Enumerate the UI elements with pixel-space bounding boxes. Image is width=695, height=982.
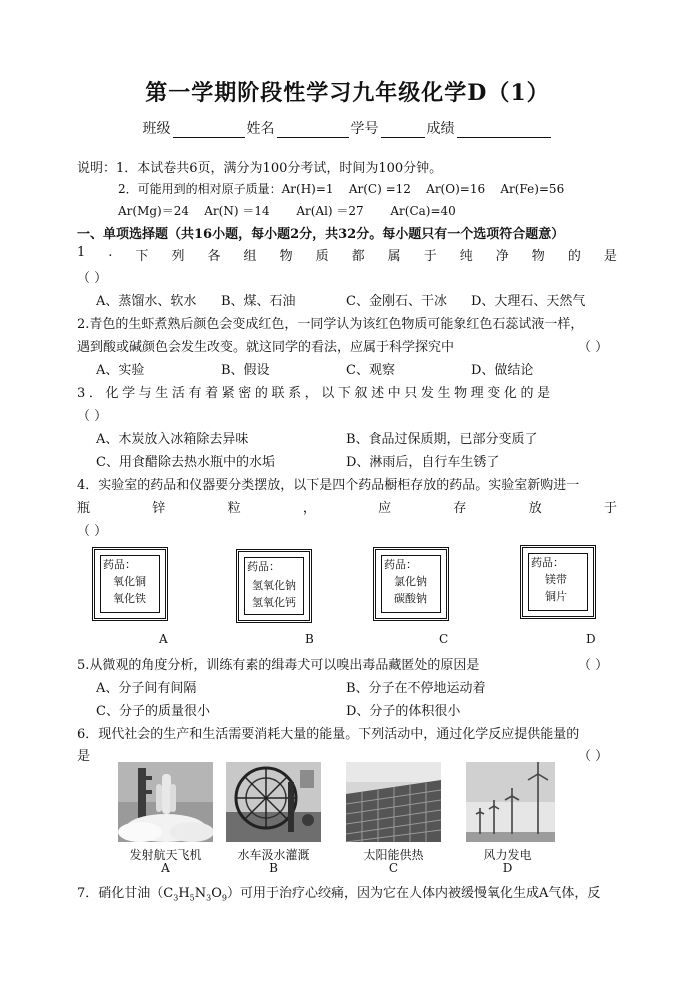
question-2-paren: （ ）	[578, 340, 609, 355]
q1-stem-char: 是	[603, 249, 617, 264]
cabinet-c-item-1: 氯化钠	[394, 575, 427, 588]
cabinet-a-item-2: 氧化铁	[113, 592, 146, 605]
q7-sub-2: 5	[189, 893, 195, 903]
q7-sub-1: 3	[173, 893, 179, 903]
q4-line2-char: 于	[603, 501, 617, 516]
id-blank[interactable]	[381, 123, 425, 138]
q7-sub-4: 9	[221, 893, 227, 903]
photo-b-caption: 水车汲水灌溉	[237, 848, 310, 862]
wind-turbine-photo	[466, 762, 555, 842]
question-3-paren: （ ）	[77, 409, 108, 424]
question-4-line-1: 4．实验室的药品和仪器要分类摆放，以下是四个药品橱柜存放的药品。实验室新购进一	[77, 478, 580, 493]
q1-stem-char: 的	[567, 249, 581, 264]
q2-option-c[interactable]: C、观察	[346, 363, 395, 378]
q7-h: H	[178, 886, 190, 901]
q4-line2-char: 应	[378, 501, 392, 516]
cabinet-a-label[interactable]: A	[159, 632, 168, 646]
cabinet-b-label[interactable]: B	[305, 632, 314, 646]
q1-stem-char: 于	[423, 249, 437, 264]
q3-option-c[interactable]: C、用食醋除去热水瓶中的水垢	[96, 455, 275, 470]
page-title: 第一学期阶段性学习九年级化学D（1）	[145, 80, 550, 106]
cabinet-b-item-1: 氢氧化钠	[252, 579, 296, 592]
q5-option-b[interactable]: B、分子在不停地运动着	[346, 681, 486, 696]
q7-o: O	[211, 886, 222, 901]
question-5-paren: （ ）	[578, 658, 609, 673]
student-info-line	[0, 118, 695, 138]
q1-stem-char: 下	[135, 249, 149, 264]
q4-line2-char: 放	[528, 501, 542, 516]
question-6-line-1: 6．现代社会的生产和生活需要消耗大量的能量。下列活动中，通过化学反应提供能量的	[77, 727, 580, 742]
question-2-line-2: 遇到酸或碱颜色会发生改变。就这同学的看法，应属于科学探究中	[77, 340, 455, 355]
q4-line2-char: 存	[453, 501, 467, 516]
question-4-paren: （ ）	[77, 524, 108, 539]
q1-stem-char: 1	[77, 245, 86, 260]
cabinet-a-item-1: 氧化铜	[113, 575, 146, 588]
cabinet-c-item-2: 碳酸钠	[394, 592, 427, 605]
photo-d-caption: 风力发电	[483, 848, 532, 862]
question-6-paren: （ ）	[578, 749, 609, 764]
note-2: 2．可能用到的相对原子质量：Ar(H)=1 Ar(C) =12 Ar(O)=16 Ar(Fe)=56	[118, 182, 565, 196]
note-1: 说明：1．本试卷共6页，满分为100分考试，时间为100分钟。	[77, 161, 443, 176]
cabinet-d-label[interactable]: D	[586, 632, 596, 646]
q4-line2-char: ，	[302, 501, 316, 516]
cabinet-c	[373, 547, 449, 621]
cabinet-b-head: 药品：	[247, 560, 280, 573]
class-blank[interactable]	[173, 123, 245, 138]
photo-a-caption: 发射航天飞机	[129, 848, 202, 862]
q1-option-b[interactable]: B、煤、石油	[221, 294, 296, 309]
question-3-stem: 3．化学与生活有着紧密的联系，以下叙述中只发生物理变化的是	[77, 386, 554, 401]
q1-stem-char: 净	[495, 249, 509, 264]
score-blank[interactable]	[457, 123, 551, 138]
q4-line2-char: 锌	[152, 501, 166, 516]
q3-option-a[interactable]: A、木炭放入冰箱除去异味	[96, 432, 249, 447]
cabinet-c-label[interactable]: C	[439, 632, 449, 646]
cabinet-c-head: 药品：	[384, 558, 417, 571]
question-7-stem	[77, 882, 600, 903]
note-3: Ar(Mg)＝24 Ar(N) ＝14 Ar(Al) ＝27 Ar(Ca)=40	[118, 204, 456, 218]
q3-option-d[interactable]: D、淋雨后，自行车生锈了	[346, 455, 500, 470]
q2-option-a[interactable]: A、实验	[96, 363, 145, 378]
q1-stem-char: 属	[387, 249, 401, 264]
photo-c-label[interactable]: C	[388, 861, 399, 875]
q3-option-b[interactable]: B、食品过保质期，已部分变质了	[346, 432, 538, 447]
q1-stem-char: 纯	[459, 249, 473, 264]
cabinet-d-item-2: 铜片	[545, 590, 567, 603]
q1-stem-char: 列	[171, 249, 185, 264]
waterwheel-photo	[226, 762, 321, 842]
cabinet-a	[92, 547, 168, 621]
rocket-launch-photo	[118, 762, 213, 842]
q1-stem-char: 各	[207, 249, 221, 264]
q7-sub-3: 3	[206, 893, 212, 903]
q7-post: ）可用于治疗心绞痛，因为它在人体内被缓慢氧化生成A气体，反	[226, 886, 601, 901]
id-label: 学号	[350, 121, 379, 137]
q1-stem-char: 物	[279, 249, 293, 264]
q5-option-c[interactable]: C、分子的质量很小	[96, 704, 210, 719]
cabinet-b	[236, 549, 312, 623]
photo-d-label[interactable]: D	[502, 861, 513, 875]
q1-stem-char: 质	[315, 249, 329, 264]
q1-stem-char: 物	[531, 249, 545, 264]
name-blank[interactable]	[277, 123, 349, 138]
photo-a-label[interactable]: A	[161, 861, 170, 875]
question-2-line-1: 2.青色的生虾煮熟后颜色会变成红色，一同学认为该红色物质可能象红色石蕊试液一样，	[77, 317, 584, 332]
section-heading: 一、单项选择题（共16小题，每小题2分，共32分。每小题只有一个选项符合题意）	[77, 227, 565, 242]
q7-pre: 7．硝化甘油（C	[77, 886, 174, 901]
cabinet-d-head: 药品：	[531, 556, 564, 569]
q7-n: N	[194, 886, 207, 901]
q4-line2-char: 瓶	[77, 501, 91, 516]
solar-panel-photo	[346, 762, 441, 842]
q5-option-d[interactable]: D、分子的体积很小	[346, 704, 461, 719]
cabinet-d	[520, 545, 596, 619]
q1-stem-char: 组	[243, 249, 257, 264]
q4-line2-char: 粒	[227, 501, 241, 516]
cabinet-a-head: 药品：	[103, 558, 136, 571]
cabinet-b-item-2: 氢氧化钙	[252, 596, 296, 609]
question-5-stem: 5.从微观的角度分析，训练有素的缉毒犬可以嗅出毒品藏匿处的原因是	[77, 658, 480, 673]
photo-b-label[interactable]: B	[269, 861, 278, 875]
q1-option-c[interactable]: C、金刚石、干冰	[346, 294, 447, 309]
q2-option-b[interactable]: B、假设	[221, 363, 270, 378]
question-4-line-2	[77, 497, 617, 516]
name-label: 姓名	[246, 121, 275, 137]
cabinet-d-item-1: 镁带	[545, 573, 567, 586]
q1-option-a[interactable]: A、蒸馏水、软水	[96, 294, 197, 309]
q1-stem-char: .	[108, 245, 113, 260]
question-1-paren: （ ）	[77, 271, 108, 286]
q5-option-a[interactable]: A、分子间有间隔	[96, 681, 197, 696]
question-1-stem	[77, 245, 617, 264]
q1-option-d[interactable]: D、大理石、天然气	[471, 294, 586, 309]
class-label: 班级	[142, 121, 171, 137]
question-6-line-2: 是	[77, 749, 91, 764]
q2-option-d[interactable]: D、做结论	[471, 363, 534, 378]
q1-stem-char: 都	[351, 249, 365, 264]
score-label: 成绩	[426, 121, 455, 137]
photo-c-caption: 太阳能供热	[363, 848, 424, 862]
